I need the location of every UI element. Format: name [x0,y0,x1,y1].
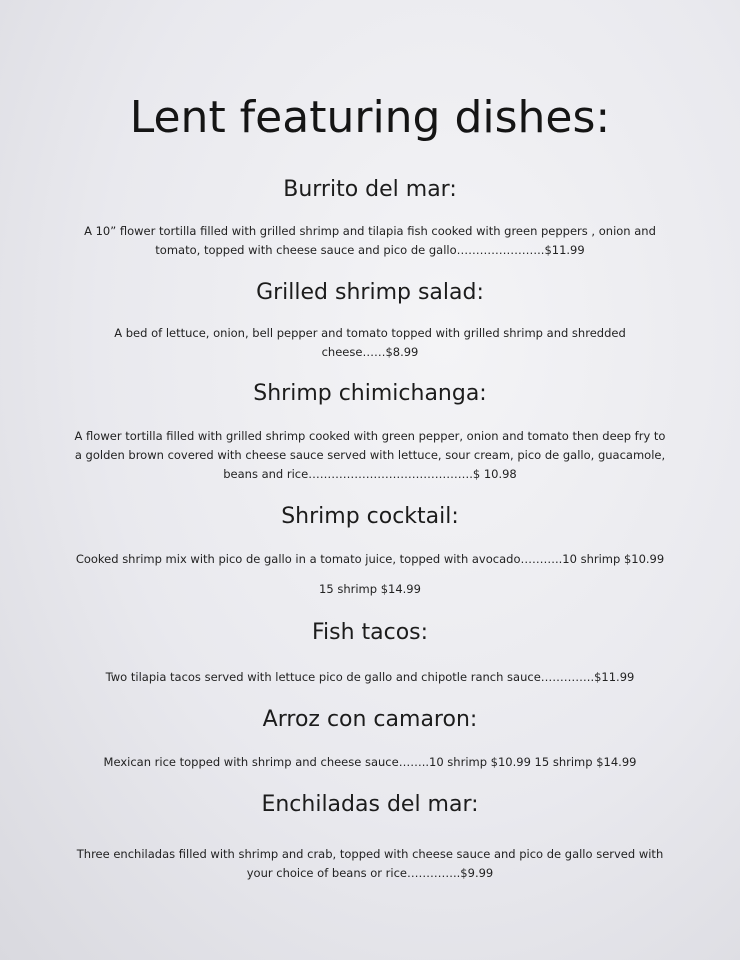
dish-name-enchiladas-del-mar: Enchiladas del mar: [261,792,479,817]
description-line: tomato, topped with cheese sauce and pico de gallo…………………..$11.99 [155,243,585,257]
description-line: Mexican rice topped with shrimp and cheese sauce……..10 shrimp $10.99 15 shrimp $14.99 [103,755,637,769]
description-line: your choice of beans or rice…………..$9.99 [246,866,494,880]
description-line: Cooked shrimp mix with pico de gallo in a tomato juice, topped with avocado………..10 shrimp $10.99 [75,552,665,566]
dish-description-arroz-con-camaron [70,753,670,772]
dish-name-shrimp-chimichanga: Shrimp chimichanga: [253,381,487,406]
description-line: A bed of lettuce, onion, bell pepper and tomato topped with grilled shrimp and shredded [114,326,626,340]
menu-title: Lent featuring dishes: [129,92,611,143]
description-line: cheese……$8.99 [321,345,419,359]
description-line: a golden brown covered with cheese sauce served with lettuce, sour cream, pico de gallo, guacamole, [74,448,666,462]
dish-description-grilled-shrimp-salad [70,324,670,362]
dish-description-burrito-del-mar [70,222,670,260]
description-line: A 10” flower tortilla filled with grilled shrimp and tilapia fish cooked with green peppers , onion and [84,224,656,238]
dish-name-grilled-shrimp-salad: Grilled shrimp salad: [256,280,484,305]
dish-name-arroz-con-camaron: Arroz con camaron: [262,707,478,732]
dish-description-shrimp-cocktail [55,550,685,569]
dish-name-fish-tacos: Fish tacos: [311,620,429,645]
dish-name-burrito-del-mar: Burrito del mar: [283,177,457,202]
dish-description-fish-tacos [70,668,670,687]
dish-name-shrimp-cocktail: Shrimp cocktail: [281,504,459,529]
description-line: Three enchiladas filled with shrimp and crab, topped with cheese sauce and pico de gallo served with [76,847,664,861]
description-line: beans and rice…………………………………….$ 10.98 [223,467,517,481]
description-line: Two tilapia tacos served with lettuce pico de gallo and chipotle ranch sauce…………..$11.99 [105,670,635,684]
description-line: A flower tortilla filled with grilled shrimp cooked with green pepper, onion and tomato then deep fry to [74,429,666,443]
dish-extra-price-shrimp-cocktail: 15 shrimp $14.99 [319,582,421,596]
dish-description-shrimp-chimichanga [55,427,685,484]
dish-description-enchiladas-del-mar [55,845,685,883]
